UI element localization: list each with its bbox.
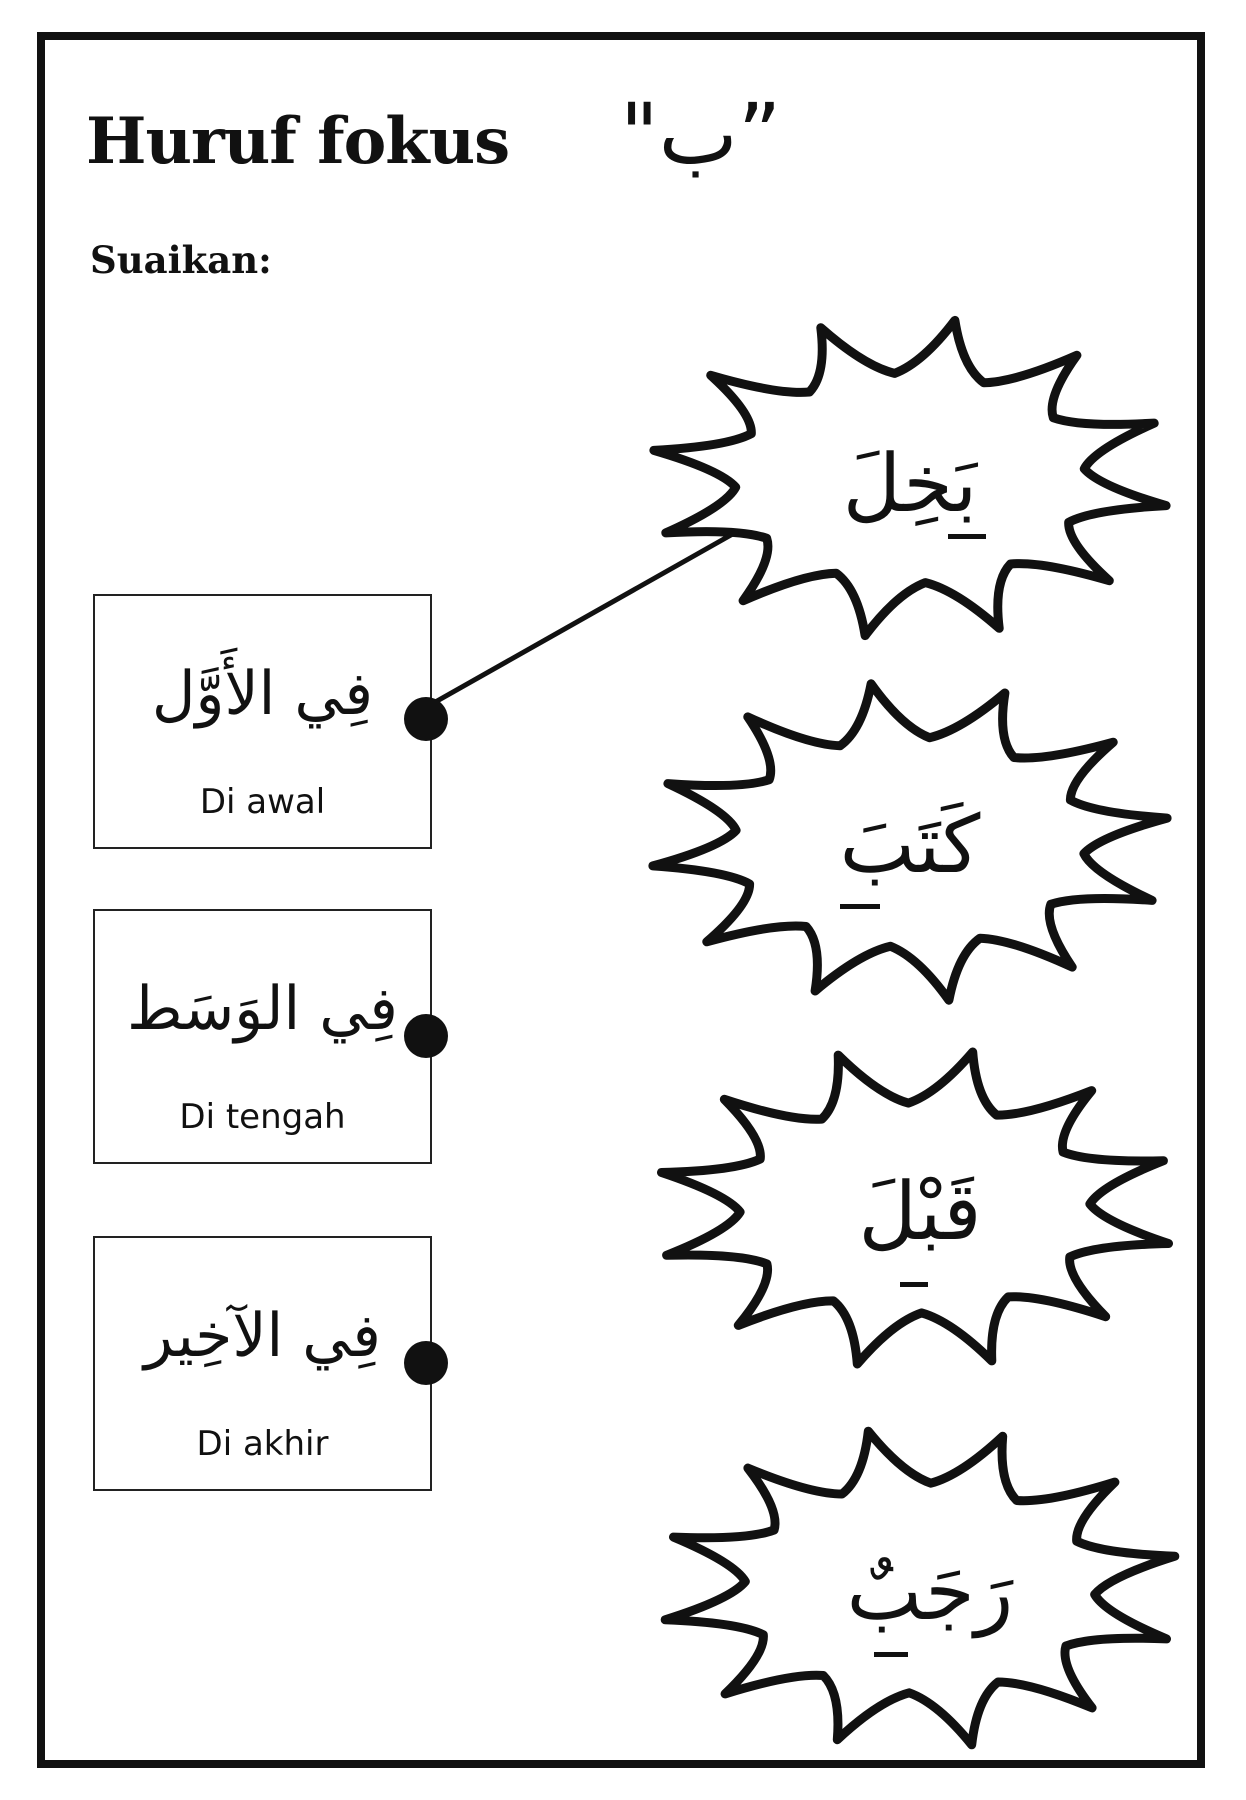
match-dot-awal[interactable]: [404, 697, 448, 741]
burst-word-2: كَتَبَ: [839, 798, 981, 891]
page-title: Huruf fokus: [86, 104, 510, 179]
burst-word-4: رَجَبٌ: [846, 1545, 1014, 1638]
focus-letter: "ب”: [620, 85, 782, 183]
position-arabic: فِي الوَسَط: [127, 974, 398, 1044]
letter-underline-4: [874, 1652, 908, 1657]
letter-underline-1: [948, 534, 986, 539]
position-latin: Di awal: [199, 782, 326, 822]
match-dot-akhir[interactable]: [404, 1341, 448, 1385]
letter-underline-2: [840, 904, 880, 909]
burst-word-3: قَبْلَ: [858, 1165, 982, 1258]
position-arabic: فِي الآخِير: [144, 1301, 381, 1371]
position-box-awal: [93, 594, 432, 849]
answer-line: [430, 531, 738, 705]
position-latin: Di tengah: [179, 1097, 346, 1137]
instruction-label: Suaikan:: [90, 238, 272, 282]
position-box-akhir: [93, 1236, 432, 1491]
letter-underline-3: [900, 1282, 928, 1287]
match-dot-tengah[interactable]: [404, 1014, 448, 1058]
position-latin: Di akhir: [196, 1424, 329, 1464]
burst-word-1: بَخِلَ: [842, 437, 978, 530]
position-box-tengah: [93, 909, 432, 1164]
position-arabic: فِي الأَوَّل: [151, 659, 374, 729]
